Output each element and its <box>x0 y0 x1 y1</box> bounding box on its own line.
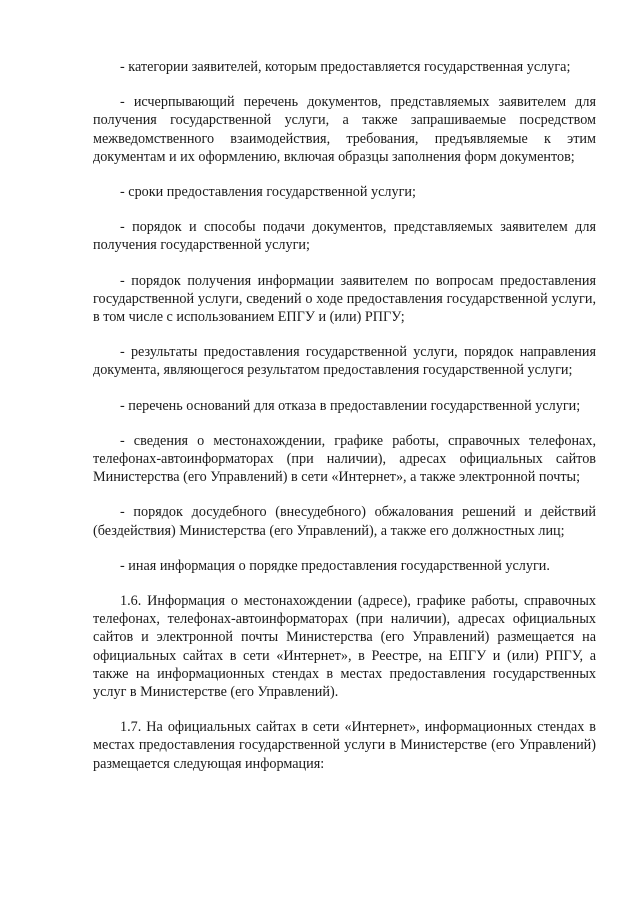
paragraph-submission-procedure: - порядок и способы подачи документов, представляемых заявителем для получения государственной услуги; <box>93 219 596 254</box>
paragraph-refusal-grounds: - перечень оснований для отказа в предоставлении государственной услуги; <box>120 397 581 414</box>
paragraph-applicant-categories: - категории заявителей, которым предоставляется государственная услуга; <box>120 59 571 75</box>
paragraph-other-info: - иная информация о порядке предоставления государственной услуги. <box>120 557 550 574</box>
paragraph-service-terms: - сроки предоставления государственной услуги; <box>120 184 416 201</box>
paragraph-section-1-7: 1.7. На официальных сайтах в сети «Интернет», информационных стендах в местах предоставления государственной услуги в Министерстве (его Управлений) размещается следующая информация: <box>93 719 596 772</box>
document-body <box>93 58 596 790</box>
paragraph-documents-list: - исчерпывающий перечень документов, представляемых заявителем для получения государственной услуги, а также запрашиваемые посредством межведомственного взаимодействия, требования, предъявляемые к этим документам и их оформлению, включая образцы заполнения форм документов; <box>93 94 596 165</box>
paragraph-information-procedure: - порядок получения информации заявителем по вопросам предоставления государственной услуги, сведений о ходе предоставления государственной услуги, в том числе с использованием ЕПГУ и (или) РПГУ; <box>93 272 596 326</box>
paragraph-location-info: - сведения о местонахождении, графике работы, справочных телефонах, телефонах-автоинформаторах (при наличии), адресах официальных сайтов Министерства (его Управлений) в сети «Интернет», а также электронной почты; <box>93 432 596 486</box>
paragraph-appeal-procedure: - порядок досудебного (внесудебного) обжалования решений и действий (бездействия) Министерства (его Управлений), а также его должностных лиц; <box>93 504 596 539</box>
paragraph-section-1-6: 1.6. Информация о местонахождении (адресе), графике работы, справочных телефонах, телефонах-автоинформаторах (при наличии), адресах официальных сайтов и электронной почты Министерства (его Управлений) размещается на официальных сайтах в сети «Интернет», в Реестре, на ЕПГУ и (или) РПГУ, а также на информационных стендах в местах предоставления государственных услуг в Министерстве (его Управлений). <box>93 593 596 701</box>
paragraph-service-results: - результаты предоставления государственной услуги, порядок направления документа, являющегося результатом предоставления государственной услуги; <box>93 344 596 379</box>
